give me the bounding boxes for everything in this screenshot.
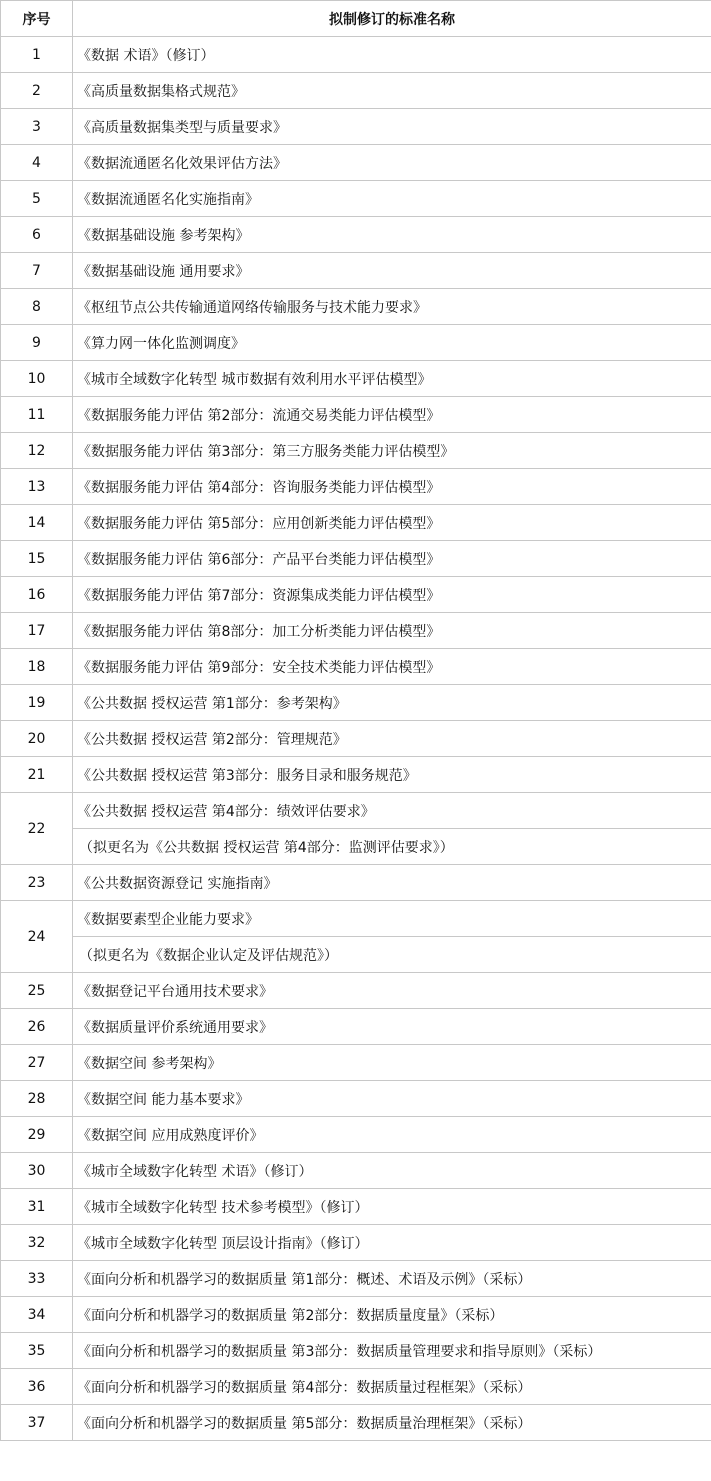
table-row: [1, 1117, 711, 1153]
standard-name: 《数据基础设施 通用要求》: [73, 253, 711, 289]
table-row: [1, 505, 711, 541]
table-row: [1, 1009, 711, 1045]
standard-name: 《高质量数据集格式规范》: [73, 73, 711, 109]
row-number: 19: [1, 685, 73, 721]
standard-name: 《枢纽节点公共传输通道网络传输服务与技术能力要求》: [73, 289, 711, 325]
table-row: [1, 613, 711, 649]
table-row: [1, 253, 711, 289]
table-row: [1, 1261, 711, 1297]
table-row: [1, 181, 711, 217]
standard-name: 《公共数据 授权运营 第4部分：绩效评估要求》: [73, 793, 711, 829]
header-standard-name: 拟制修订的标准名称: [73, 1, 711, 37]
table-row: [1, 541, 711, 577]
standard-name: 《数据服务能力评估 第2部分：流通交易类能力评估模型》: [73, 397, 711, 433]
standard-name: 《城市全域数字化转型 城市数据有效利用水平评估模型》: [73, 361, 711, 397]
standard-name: 《面向分析和机器学习的数据质量 第4部分：数据质量过程框架》（采标）: [73, 1369, 711, 1405]
standard-name: 《面向分析和机器学习的数据质量 第2部分：数据质量度量》（采标）: [73, 1297, 711, 1333]
row-number: 4: [1, 145, 73, 181]
table-row: [1, 577, 711, 613]
table-row: [1, 217, 711, 253]
standard-name: 《公共数据 授权运营 第1部分：参考架构》: [73, 685, 711, 721]
standard-name: 《数据要素型企业能力要求》: [73, 901, 711, 937]
row-number: 7: [1, 253, 73, 289]
standard-name: 《数据流通匿名化实施指南》: [73, 181, 711, 217]
row-number: 24: [1, 901, 73, 973]
row-number: 35: [1, 1333, 73, 1369]
table-row: [1, 397, 711, 433]
standard-name: 《数据服务能力评估 第6部分：产品平台类能力评估模型》: [73, 541, 711, 577]
table-row: [1, 973, 711, 1009]
row-number: 20: [1, 721, 73, 757]
standard-name: 《数据服务能力评估 第8部分：加工分析类能力评估模型》: [73, 613, 711, 649]
table-row: [1, 1045, 711, 1081]
table-row-note: [1, 937, 711, 973]
standard-name: 《数据基础设施 参考架构》: [73, 217, 711, 253]
standard-name: 《数据服务能力评估 第4部分：咨询服务类能力评估模型》: [73, 469, 711, 505]
row-number: 17: [1, 613, 73, 649]
standard-name: 《数据质量评价系统通用要求》: [73, 1009, 711, 1045]
standard-name: 《城市全域数字化转型 技术参考模型》（修订）: [73, 1189, 711, 1225]
rename-note: （拟更名为《公共数据 授权运营 第4部分：监测评估要求》）: [73, 829, 711, 865]
standard-name: 《面向分析和机器学习的数据质量 第3部分：数据质量管理要求和指导原则》（采标）: [73, 1333, 711, 1369]
header-number: 序号: [1, 1, 73, 37]
row-number: 34: [1, 1297, 73, 1333]
row-number: 31: [1, 1189, 73, 1225]
row-number: 3: [1, 109, 73, 145]
standard-name: 《数据服务能力评估 第5部分：应用创新类能力评估模型》: [73, 505, 711, 541]
row-number: 15: [1, 541, 73, 577]
row-number: 30: [1, 1153, 73, 1189]
table-row: [1, 145, 711, 181]
row-number: 33: [1, 1261, 73, 1297]
standard-name: 《数据服务能力评估 第9部分：安全技术类能力评估模型》: [73, 649, 711, 685]
row-number: 23: [1, 865, 73, 901]
row-number: 5: [1, 181, 73, 217]
table-row: [1, 1333, 711, 1369]
standard-name: 《面向分析和机器学习的数据质量 第1部分：概述、术语及示例》（采标）: [73, 1261, 711, 1297]
table-row: [1, 1189, 711, 1225]
table-row: [1, 1081, 711, 1117]
table-row: [1, 1153, 711, 1189]
row-number: 11: [1, 397, 73, 433]
table-row-note: [1, 829, 711, 865]
table-row: [1, 793, 711, 829]
table-row: [1, 469, 711, 505]
standard-name: 《算力网一体化监测调度》: [73, 325, 711, 361]
table-row: [1, 1369, 711, 1405]
table-row: [1, 109, 711, 145]
row-number: 26: [1, 1009, 73, 1045]
row-number: 29: [1, 1117, 73, 1153]
table-row: [1, 361, 711, 397]
standard-name: 《数据服务能力评估 第3部分：第三方服务类能力评估模型》: [73, 433, 711, 469]
table-row: [1, 1405, 711, 1441]
table-row: [1, 721, 711, 757]
standard-name: 《城市全域数字化转型 顶层设计指南》（修订）: [73, 1225, 711, 1261]
row-number: 9: [1, 325, 73, 361]
standard-name: 《高质量数据集类型与质量要求》: [73, 109, 711, 145]
row-number: 14: [1, 505, 73, 541]
table-row: [1, 289, 711, 325]
row-number: 1: [1, 37, 73, 73]
standard-name: 《数据服务能力评估 第7部分：资源集成类能力评估模型》: [73, 577, 711, 613]
row-number: 10: [1, 361, 73, 397]
row-number: 6: [1, 217, 73, 253]
table-row: [1, 433, 711, 469]
standard-name: 《公共数据 授权运营 第3部分：服务目录和服务规范》: [73, 757, 711, 793]
standard-name: 《数据流通匿名化效果评估方法》: [73, 145, 711, 181]
table-row: [1, 1297, 711, 1333]
table-row: [1, 865, 711, 901]
table-row: [1, 37, 711, 73]
row-number: 2: [1, 73, 73, 109]
standard-name: 《数据 术语》（修订）: [73, 37, 711, 73]
row-number: 32: [1, 1225, 73, 1261]
row-number: 21: [1, 757, 73, 793]
row-number: 25: [1, 973, 73, 1009]
standard-name: 《城市全域数字化转型 术语》（修订）: [73, 1153, 711, 1189]
rename-note: （拟更名为《数据企业认定及评估规范》）: [73, 937, 711, 973]
standard-name: 《数据空间 能力基本要求》: [73, 1081, 711, 1117]
row-number: 8: [1, 289, 73, 325]
table-row: [1, 73, 711, 109]
table-row: [1, 901, 711, 937]
standard-name: 《数据登记平台通用技术要求》: [73, 973, 711, 1009]
table-row: [1, 757, 711, 793]
table-row: [1, 685, 711, 721]
table-header-row: [1, 1, 711, 37]
table-row: [1, 325, 711, 361]
standard-name: 《数据空间 参考架构》: [73, 1045, 711, 1081]
standard-name: 《公共数据 授权运营 第2部分：管理规范》: [73, 721, 711, 757]
row-number: 36: [1, 1369, 73, 1405]
standard-name: 《公共数据资源登记 实施指南》: [73, 865, 711, 901]
table-row: [1, 649, 711, 685]
standard-name: 《面向分析和机器学习的数据质量 第5部分：数据质量治理框架》（采标）: [73, 1405, 711, 1441]
row-number: 27: [1, 1045, 73, 1081]
row-number: 13: [1, 469, 73, 505]
table-row: [1, 1225, 711, 1261]
standard-name: 《数据空间 应用成熟度评价》: [73, 1117, 711, 1153]
row-number: 28: [1, 1081, 73, 1117]
row-number: 12: [1, 433, 73, 469]
row-number: 16: [1, 577, 73, 613]
row-number: 18: [1, 649, 73, 685]
row-number: 22: [1, 793, 73, 865]
row-number: 37: [1, 1405, 73, 1441]
